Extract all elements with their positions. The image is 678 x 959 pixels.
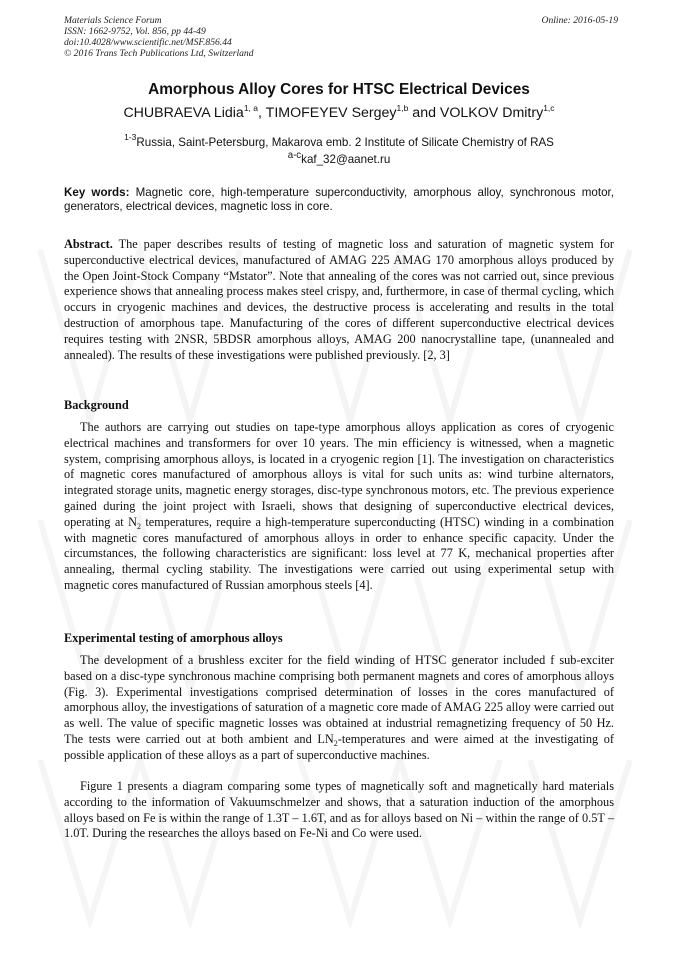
keywords bbox=[64, 186, 614, 214]
experimental-paragraph-1 bbox=[64, 653, 614, 764]
affiliation bbox=[0, 132, 678, 149]
author-affil-mark: 1,c bbox=[543, 103, 555, 113]
abstract-text: The paper describes results of testing of magnetic loss and saturation of magnetic system for superconductive electrical devices, manufactured of AMAG 225 AMAG 170 amorphous alloys produced by the Open Joint-Stock Company “Mstator”. Note that annealing of the cores was not carried out, since previous experience shows that annealing process makes steel crispy, and, furthermore, in case of thermal cycling, which occurs in cryogenic machines and devices, the destructive process is accelerating and results in the total destruction of amorphous tape. Manufacturing of the cores of different superconductive electrical devices requires testing with 2NSR, 5BDSR amorphous alloys, AMAG 200 nanocrystalline tape, (unannealed and annealed). The results of these investigations were published previously. [2, 3] bbox=[64, 237, 614, 362]
section-heading-background: Background bbox=[64, 398, 129, 412]
author-affil-mark: 1, a bbox=[243, 103, 259, 113]
experimental-paragraph-2: Figure 1 presents a diagram comparing some types of magnetically soft and magnetically hard materials according to the information of Vakuumschmelzer and shows, that a saturation induction of the amorphous alloys based on Fe is within the range of 1.3T – 1.6T, and as for alloys based on Ni – within the range of 0.5T – 1.0T. During the researches the alloys based on Fe-Ni and Co were used. bbox=[64, 779, 614, 841]
subscript: 2 bbox=[136, 521, 141, 531]
author-affil-mark: 1,b bbox=[396, 103, 409, 113]
author-list bbox=[0, 103, 678, 121]
author-and: and bbox=[408, 105, 440, 121]
abstract-label: Abstract. bbox=[64, 237, 113, 251]
paragraph-text: The authors are carrying out studies on tape-type amorphous alloys application as cores of cryogenic electrical machines and transformers for over 10 years. The min efficiency is witnessed, when a magnetic system, comprising amorphous alloys, is located in a cryogenic region [1]. The investigation on characteristics of magnetic cores manufactured of amorphous alloys is vital for such units as: wind turbine alternators, integrated storage units, magnetic energy storages, disc-type synchronous motors, etc. The previous experience gained during the joint project with Israeli, shows that designing of superconductive electrical devices, operating at N bbox=[64, 420, 614, 529]
paragraph-text: The development of a brushless exciter for the field winding of HTSC generator included f sub-exciter based on a disc-type synchronous machine comprising both permanent magnets and cores of amorphous alloys (Fig. 3). Experimental investigations comprised determination of losses in the cores manufactured of amorphous alloy, the investigations of saturation of a magnetic core made of AMAG 225 alloy were carried out as well. The value of specific magnetic losses was obtained at industrial remagnetizing frequency of 50 Hz. The tests were carried out at both ambient and LN bbox=[64, 653, 614, 746]
subscript: 2 bbox=[333, 738, 338, 748]
email-address[interactable]: kaf_32@aanet.ru bbox=[301, 152, 391, 166]
background-paragraph bbox=[64, 420, 614, 594]
keywords-text: Magnetic core, high-temperature superconductivity, amorphous alloy, synchronous motor, generators, electrical devices, magnetic loss in core. bbox=[64, 186, 614, 213]
doi-line[interactable]: doi:10.4028/www.scientific.net/MSF.856.44 bbox=[64, 37, 232, 48]
journal-header bbox=[64, 15, 618, 59]
affiliation-text: Russia, Saint-Petersburg, Makarova emb. 2 Institute of Silicate Chemistry of RAS bbox=[136, 136, 554, 149]
author-separator: , bbox=[258, 105, 266, 121]
author-name: VOLKOV Dmitry bbox=[439, 105, 544, 121]
online-date: Online: 2016-05-19 bbox=[541, 15, 618, 26]
affiliation-mark: 1-3 bbox=[124, 132, 137, 142]
author-email bbox=[0, 150, 678, 166]
issn-line: ISSN: 1662-9752, Vol. 856, pp 44-49 bbox=[64, 26, 206, 37]
abstract bbox=[64, 237, 614, 363]
email-mark: a-c bbox=[287, 150, 302, 161]
paragraph-text: -temperatures and were aimed at the investigating of possible application of these alloys as a part of superconductive machines. bbox=[64, 731, 615, 762]
author-name: CHUBRAEVA Lidia bbox=[123, 105, 244, 121]
copyright-line: © 2016 Trans Tech Publications Ltd, Switzerland bbox=[64, 48, 254, 59]
journal-name: Materials Science Forum bbox=[64, 15, 162, 26]
paragraph-text: temperatures, require a high-temperature superconducting (HTSC) winding in a combination with magnetic cores manufactured of amorphous alloys in order to enhance specific capacity. Under the circumstances, the following characteristics are significant: loss level at 77 K, mechanical properties after annealing, thermal cycling stability. The investigations were carried out using experimental setup with magnetic cores manufactured of Russian amorphous steels [4]. bbox=[64, 514, 615, 592]
paper-title: Amorphous Alloy Cores for HTSC Electrical Devices bbox=[148, 81, 530, 98]
section-heading-experimental: Experimental testing of amorphous alloys bbox=[64, 631, 283, 645]
author-name: TIMOFEYEV Sergey bbox=[265, 105, 397, 121]
keywords-label: Key words: bbox=[64, 186, 130, 199]
